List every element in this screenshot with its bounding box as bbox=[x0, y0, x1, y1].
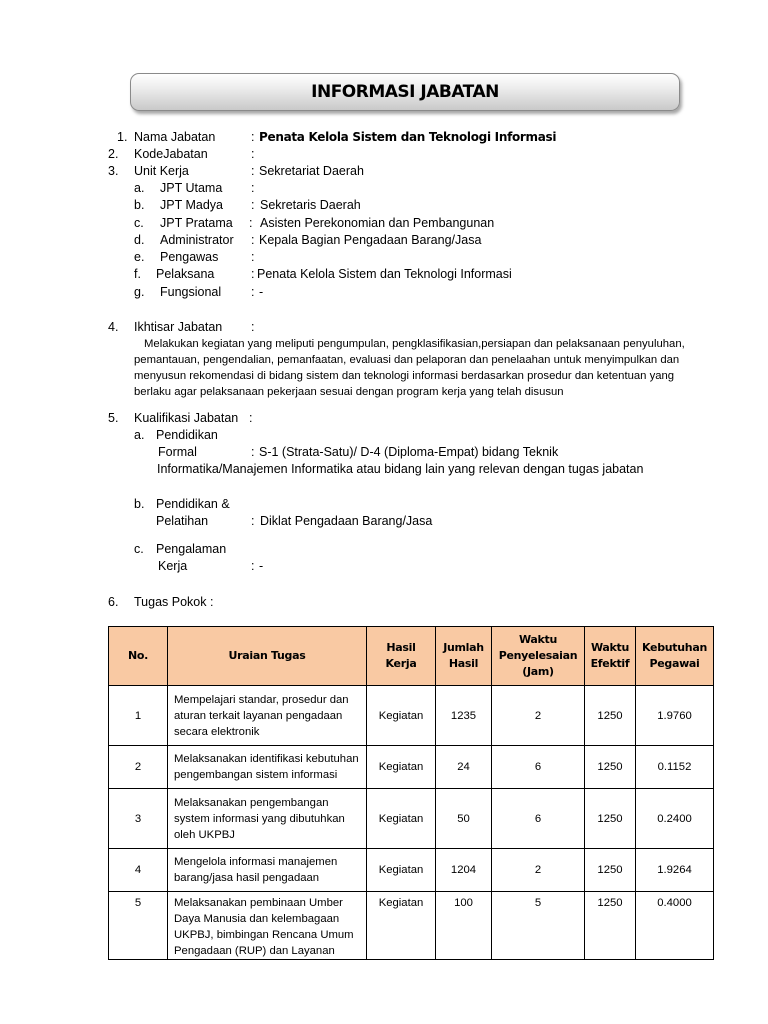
ikhtisar-paragraph bbox=[134, 336, 697, 400]
cell-hasil: Kegiatan bbox=[367, 686, 436, 746]
field-colon: : bbox=[251, 164, 255, 178]
table-row bbox=[109, 892, 714, 960]
sub-letter: a. bbox=[134, 181, 145, 195]
header-jumlah-hasil: Jumlah Hasil bbox=[436, 627, 492, 686]
field-number: 2. bbox=[108, 147, 119, 161]
table-row bbox=[109, 789, 714, 849]
header-kebutuhan-pegawai: Kebutuhan Pegawai bbox=[636, 627, 714, 686]
cell-kebutuhan: 1.9264 bbox=[636, 849, 714, 892]
sub-letter: b. bbox=[134, 198, 145, 212]
cell-hasil: Kegiatan bbox=[367, 892, 436, 960]
cell-waktu: 6 bbox=[492, 789, 585, 849]
cell-efektif: 1250 bbox=[585, 746, 636, 789]
cell-hasil: Kegiatan bbox=[367, 746, 436, 789]
section-colon: : bbox=[251, 320, 255, 334]
sub-letter: d. bbox=[134, 233, 145, 247]
pendidikan-value-continued: Informatika/Manajemen Informatika atau bidang lain yang relevan dengan tugas jabatan bbox=[157, 462, 644, 476]
sub-colon: : bbox=[251, 267, 255, 281]
header-no: No. bbox=[109, 627, 168, 686]
section-number: 6. bbox=[108, 595, 119, 609]
field-colon: : bbox=[251, 130, 255, 144]
sub-value-jpt-pratama: Asisten Perekonomian dan Pembangunan bbox=[260, 216, 495, 230]
sub-label-pengawas: Pengawas bbox=[160, 250, 219, 264]
cell-waktu: 2 bbox=[492, 849, 585, 892]
cell-uraian: Mempelajari standar, prosedur dan aturan terkait layanan pengadaan secara elektronik bbox=[168, 686, 367, 746]
pelatihan-value: Diklat Pengadaan Barang/Jasa bbox=[260, 514, 433, 528]
sub-value-jpt-madya: Sekretaris Daerah bbox=[260, 198, 361, 212]
sub-label-administrator: Administrator bbox=[160, 233, 234, 247]
cell-no: 1 bbox=[109, 686, 168, 746]
header-waktu-efektif: Waktu Efektif bbox=[585, 627, 636, 686]
field-value-nama-jabatan: Penata Kelola Sistem dan Teknologi Informasi bbox=[259, 130, 557, 144]
cell-efektif: 1250 bbox=[585, 686, 636, 746]
section-label-kualifikasi: Kualifikasi Jabatan bbox=[134, 411, 239, 425]
sub-label-pelaksana: Pelaksana bbox=[156, 267, 215, 281]
sub-colon: : bbox=[251, 285, 255, 299]
cell-jumlah: 100 bbox=[436, 892, 492, 960]
section-label-tugas-pokok: Tugas Pokok : bbox=[134, 595, 214, 609]
sub-colon: : bbox=[251, 233, 255, 247]
cell-hasil: Kegiatan bbox=[367, 849, 436, 892]
sub-label-jpt-pratama: JPT Pratama bbox=[160, 216, 233, 230]
pengalaman-value: - bbox=[259, 559, 264, 573]
field-label-kode-jabatan: KodeJabatan bbox=[134, 147, 208, 161]
pelatihan-sublabel: Pelatihan bbox=[156, 514, 209, 528]
pendidikan-sublabel: Formal bbox=[158, 445, 197, 459]
sub-colon: : bbox=[251, 198, 255, 212]
cell-no: 3 bbox=[109, 789, 168, 849]
cell-no: 5 bbox=[109, 892, 168, 960]
pelatihan-label: Pendidikan & bbox=[156, 497, 230, 511]
sub-letter: g. bbox=[134, 285, 145, 299]
sub-colon: : bbox=[251, 559, 255, 573]
pendidikan-value: S-1 (Strata-Satu)/ D-4 (Diploma-Empat) bidang Teknik bbox=[259, 445, 559, 459]
sub-letter: b. bbox=[134, 497, 145, 511]
pendidikan-label: Pendidikan bbox=[156, 428, 218, 442]
sub-label-jpt-utama: JPT Utama bbox=[160, 181, 223, 195]
pengalaman-sublabel: Kerja bbox=[158, 559, 188, 573]
cell-efektif: 1250 bbox=[585, 789, 636, 849]
paragraph-line: pemantauan, pengendalian, pemanfaatan, evaluasi dan pelaporan dan penelaahan untuk menyimpulkan dan bbox=[134, 354, 680, 366]
field-colon: : bbox=[251, 147, 255, 161]
sub-label-fungsional: Fungsional bbox=[160, 285, 222, 299]
cell-no: 2 bbox=[109, 746, 168, 789]
page-title: INFORMASI JABATAN bbox=[311, 82, 499, 102]
sub-colon: : bbox=[249, 216, 253, 230]
cell-uraian: Melaksanakan identifikasi kebutuhan pengembangan sistem informasi bbox=[168, 746, 367, 789]
title-box bbox=[130, 73, 680, 111]
section-colon: : bbox=[249, 411, 253, 425]
sub-value-administrator: Kepala Bagian Pengadaan Barang/Jasa bbox=[259, 233, 482, 247]
field-number: 1. bbox=[117, 130, 128, 144]
header-uraian-tugas: Uraian Tugas bbox=[168, 627, 367, 686]
field-label-unit-kerja: Unit Kerja bbox=[134, 164, 189, 178]
sub-letter: f. bbox=[134, 267, 141, 281]
header-hasil-kerja: Hasil Kerja bbox=[367, 627, 436, 686]
cell-kebutuhan: 0.1152 bbox=[636, 746, 714, 789]
field-number: 3. bbox=[108, 164, 119, 178]
section-number: 5. bbox=[108, 411, 119, 425]
cell-efektif: 1250 bbox=[585, 892, 636, 960]
table-row bbox=[109, 746, 714, 789]
cell-uraian: Melaksanakan pembinaan Umber Daya Manusia dan kelembagaan UKPBJ, bimbingan Rencana Umum Pengadaan (RUP) dan Layanan bbox=[168, 892, 367, 960]
section-number: 4. bbox=[108, 320, 119, 334]
sub-value-fungsional: - bbox=[259, 285, 264, 299]
cell-kebutuhan: 1.9760 bbox=[636, 686, 714, 746]
sub-colon: : bbox=[251, 250, 255, 264]
sub-letter: c. bbox=[134, 542, 144, 556]
paragraph-line: berlaku agar pelaksanaan pekerjaan sesuai dengan program kerja yang telah disusun bbox=[134, 386, 564, 398]
cell-uraian: Mengelola informasi manajemen barang/jasa hasil pengadaan bbox=[168, 849, 367, 892]
table-header-row bbox=[109, 627, 714, 686]
cell-jumlah: 50 bbox=[436, 789, 492, 849]
field-value-unit-kerja: Sekretariat Daerah bbox=[259, 164, 364, 178]
tugas-pokok-table bbox=[108, 626, 714, 960]
paragraph-line: menyusun rekomendasi di bidang sistem dan teknologi informasi berdasarkan prosedur dan ketentuan yang bbox=[134, 370, 675, 382]
sub-letter: c. bbox=[134, 216, 144, 230]
sub-colon: : bbox=[251, 445, 255, 459]
cell-jumlah: 24 bbox=[436, 746, 492, 789]
cell-efektif: 1250 bbox=[585, 849, 636, 892]
cell-waktu: 5 bbox=[492, 892, 585, 960]
cell-no: 4 bbox=[109, 849, 168, 892]
cell-waktu: 2 bbox=[492, 686, 585, 746]
sub-colon: : bbox=[251, 514, 255, 528]
cell-uraian: Melaksanakan pengembangan system informasi yang dibutuhkan oleh UKPBJ bbox=[168, 789, 367, 849]
sub-label-jpt-madya: JPT Madya bbox=[160, 198, 223, 212]
pengalaman-label: Pengalaman bbox=[156, 542, 227, 556]
cell-waktu: 6 bbox=[492, 746, 585, 789]
section-label-ikhtisar: Ikhtisar Jabatan bbox=[134, 320, 223, 334]
sub-letter: e. bbox=[134, 250, 145, 264]
field-label-nama-jabatan: Nama Jabatan bbox=[134, 130, 216, 144]
sub-letter: a. bbox=[134, 428, 145, 442]
header-waktu-penyelesaian: Waktu Penyelesaian (Jam) bbox=[492, 627, 585, 686]
table-row bbox=[109, 849, 714, 892]
cell-kebutuhan: 0.4000 bbox=[636, 892, 714, 960]
cell-jumlah: 1235 bbox=[436, 686, 492, 746]
table-row bbox=[109, 686, 714, 746]
cell-hasil: Kegiatan bbox=[367, 789, 436, 849]
paragraph-line: Melakukan kegiatan yang meliputi pengumpulan, pengklasifikasian,persiapan dan pelaksanaan penyuluhan, bbox=[144, 338, 685, 350]
sub-value-pelaksana: Penata Kelola Sistem dan Teknologi Informasi bbox=[257, 267, 512, 281]
cell-jumlah: 1204 bbox=[436, 849, 492, 892]
sub-colon: : bbox=[251, 181, 255, 195]
cell-kebutuhan: 0.2400 bbox=[636, 789, 714, 849]
